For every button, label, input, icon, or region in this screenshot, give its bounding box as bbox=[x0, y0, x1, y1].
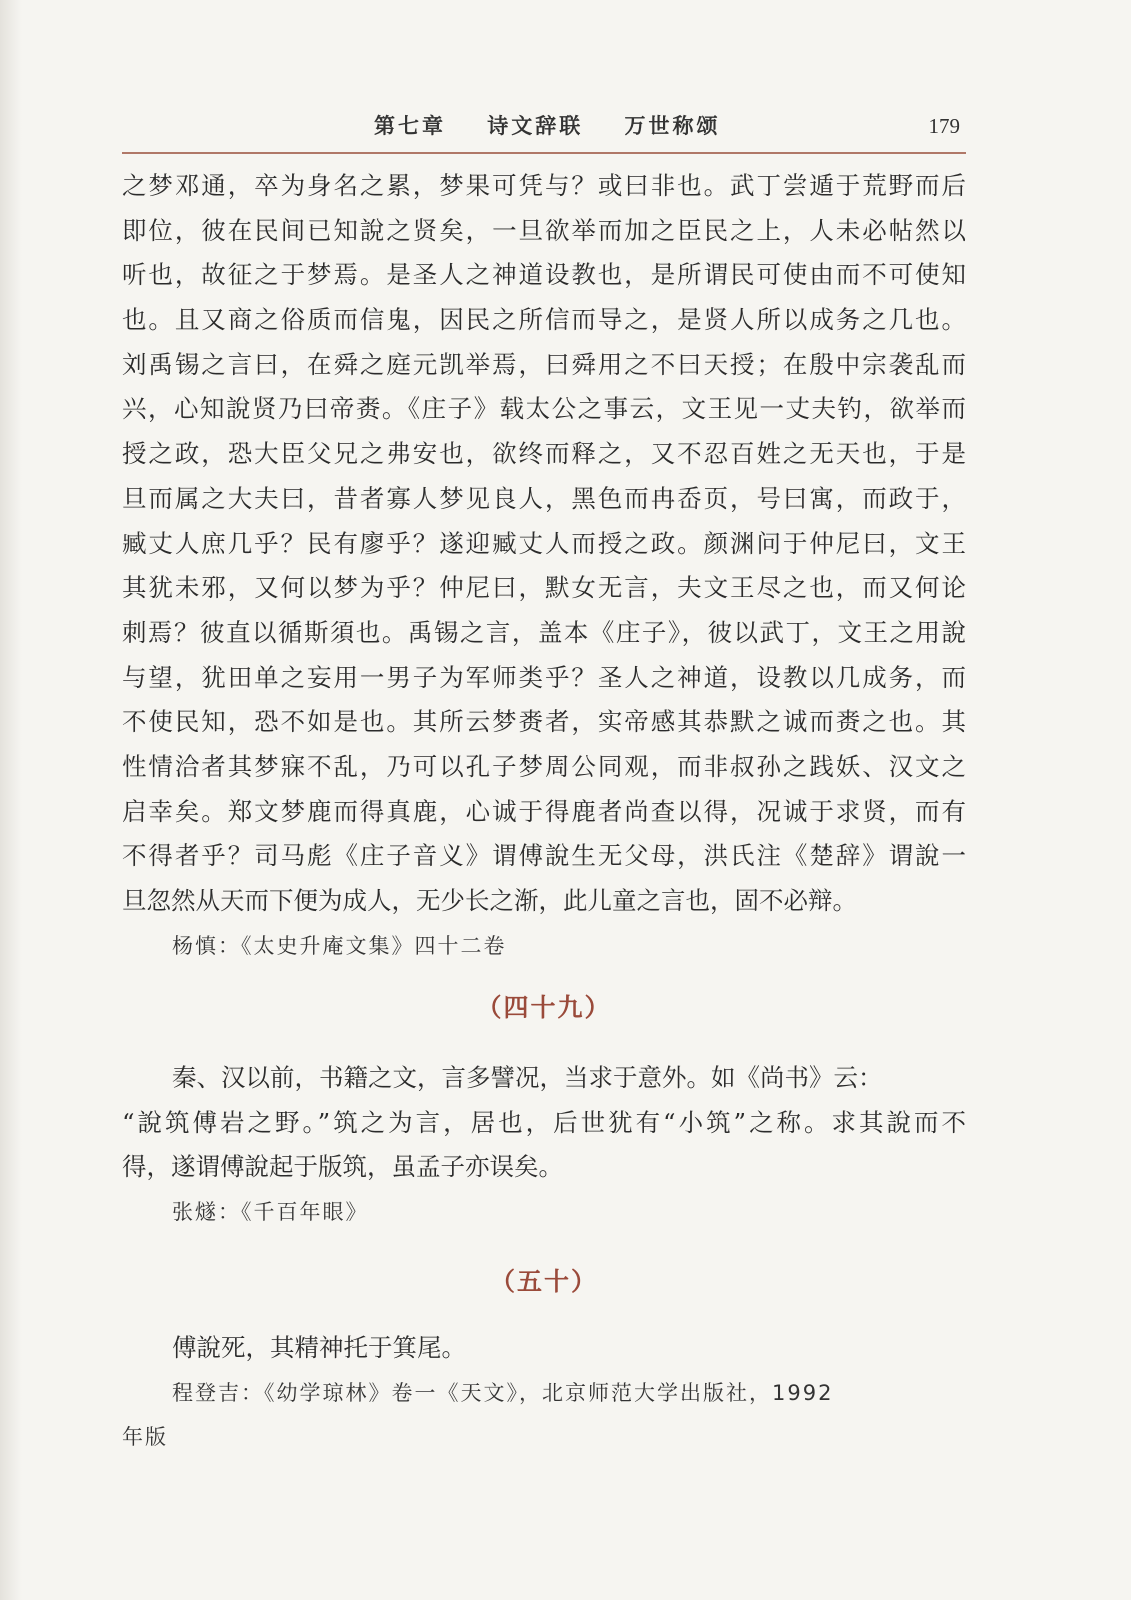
section-heading: （五十） bbox=[489, 1267, 598, 1296]
section-49 bbox=[122, 988, 966, 1024]
text-line: 其犹未邪，又何以梦为乎？仲尼曰，默女无言，夫文王尽之也，而又何论 bbox=[122, 573, 966, 603]
source-citation-continued: 年版 bbox=[122, 1424, 168, 1449]
text-line: 兴，心知說贤乃曰帝赉。《庄子》载太公之事云，文王见一丈夫钓，欲举而 bbox=[122, 394, 966, 424]
text-line: 刺焉？彼直以循斯須也。禹锡之言，盖本《庄子》，彼以武丁，文王之用說 bbox=[122, 617, 966, 647]
text-line: 秦、汉以前，书籍之文，言多譬况，当求于意外。如《尚书》云： bbox=[172, 1063, 883, 1092]
text-line: 不使民知，恐不如是也。其所云梦赉者，实帝感其恭默之诚而赉之也。其 bbox=[122, 707, 966, 737]
section-50-body bbox=[122, 1326, 966, 1459]
source-citation: 杨慎：《太史升庵文集》四十二卷 bbox=[172, 933, 507, 958]
text-line: 不得者乎？司马彪《庄子音义》谓傅說生无父母，洪氏注《楚辞》谓說一 bbox=[122, 841, 966, 871]
page-number: 179 bbox=[928, 114, 960, 138]
section-50 bbox=[122, 1262, 966, 1298]
text-line: 与望，犹田单之妄用一男子为军师类乎？圣人之神道，设教以几成务，而 bbox=[122, 662, 966, 692]
chapter-title: 第七章 诗文辞联 万世称颂 bbox=[374, 114, 721, 138]
section-heading: （四十九） bbox=[476, 993, 612, 1022]
text-line: 性情洽者其梦寐不乱，乃可以孔子梦周公同观，而非叔孙之践妖、汉文之 bbox=[122, 751, 966, 781]
text-line: 旦忽然从天而下便为成人，无少长之渐，此儿童之言也，固不必辩。 bbox=[122, 886, 857, 915]
text-line: 旦而属之大夫曰，昔者寡人梦见良人，黑色而冉岙页，号曰寓，而政于， bbox=[122, 483, 966, 513]
text-line: 听也，故征之于梦焉。是圣人之神道设教也，是所谓民可使由而不可使知 bbox=[122, 260, 966, 290]
text-line: 得，遂谓傅說起于版筑，虽孟子亦误矣。 bbox=[122, 1152, 563, 1182]
text-line: “說筑傅岩之野。”筑之为言，居也，后世犹有“小筑”之称。求其說而不 bbox=[122, 1107, 966, 1137]
text-line: 也。且又商之俗质而信鬼，因民之所信而导之，是贤人所以成务之几也。 bbox=[122, 305, 966, 335]
text-line: 傅說死，其精神托于箕尾。 bbox=[172, 1333, 466, 1362]
text-line: 启幸矣。郑文梦鹿而得真鹿，心诚于得鹿者尚查以得，况诚于求贤，而有 bbox=[122, 796, 966, 826]
source-citation: 张燧：《千百年眼》 bbox=[172, 1200, 369, 1225]
text-line: 臧丈人庶几乎？民有廖乎？遂迎臧丈人而授之政。颜渊问于仲尼曰，文王 bbox=[122, 528, 966, 558]
text-line: 即位，彼在民间已知說之贤矣，一旦欲举而加之臣民之上，人未必帖然以 bbox=[122, 215, 966, 245]
text-line: 之梦邓通，卒为身名之累，梦果可凭与？或曰非也。武丁尝遁于荒野而后 bbox=[122, 171, 966, 200]
header-rule bbox=[122, 152, 966, 154]
running-header bbox=[122, 108, 966, 148]
section-49-body bbox=[122, 1056, 966, 1234]
source-citation: 程登吉：《幼学琼林》卷一《天文》，北京师范大学出版社，1992 bbox=[172, 1380, 834, 1405]
passage-48-continued bbox=[122, 164, 966, 968]
spine-shadow bbox=[0, 0, 22, 1600]
text-line: 刘禹锡之言曰，在舜之庭元凯举焉，曰舜用之不曰天授；在殷中宗袭乱而 bbox=[122, 349, 966, 379]
text-line: 授之政，恐大臣父兄之弗安也，欲终而释之，又不忍百姓之无天也，于是 bbox=[122, 439, 966, 469]
